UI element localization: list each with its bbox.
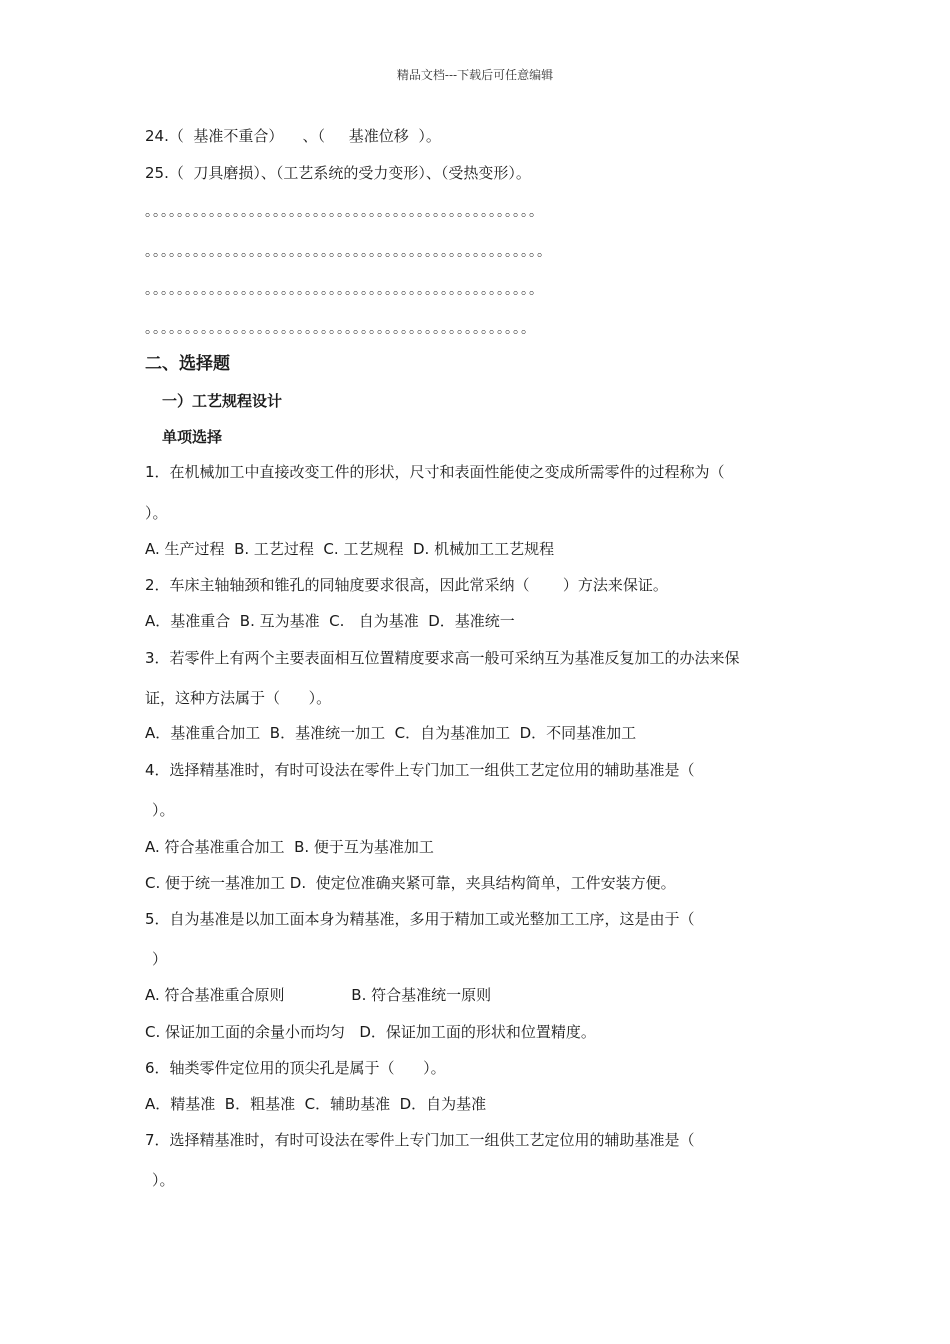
- dot-row: 。。。。。。。。。。。。。。。。。。。。。。。。。。。。。。。。。。。。。。。。。。。。。。。。: [145, 321, 536, 337]
- section-title: 二、选择题: [145, 354, 230, 374]
- question-1-cont: ）。: [145, 504, 168, 522]
- question-5-option-row-1: A. 符合基准重合原则 B. 符合基准统一原则: [145, 986, 492, 1004]
- page-header: 精品文档---下载后可任意编辑: [396, 68, 554, 82]
- question-4-option-row-1: A. 符合基准重合加工 B. 便于互为基准加工: [145, 838, 434, 856]
- question-5-cont: ）: [152, 950, 168, 968]
- question-1: 1．在机械加工中直接改变工件的形状，尺寸和表面性能使之变成所需零件的过程称为（: [145, 463, 725, 481]
- question-4-option-row-2: C. 便于统一基准加工 D. 使定位准确夹紧可靠，夹具结构简单，工件安装方便。: [145, 874, 676, 892]
- dot-row: 。。。。。。。。。。。。。。。。。。。。。。。。。。。。。。。。。。。。。。。。。。。。。。。。。。: [145, 244, 552, 260]
- question-6: 6．轴类零件定位用的顶尖孔是属于（ ）。: [145, 1059, 446, 1077]
- question-3-cont: 证，这种方法属于（ ）。: [145, 689, 332, 707]
- question-7: 7．选择精基准时，有时可设法在零件上专门加工一组供工艺定位用的辅助基准是（: [145, 1131, 695, 1149]
- question-3-options: A．基准重合加工 B．基准统一加工 C．自为基准加工 D．不同基准加工: [145, 724, 637, 742]
- answer-24: 24.（ 基准不重合） 、（ 基准位移 ）。: [145, 127, 441, 145]
- section-subtitle: 一）工艺规程设计: [162, 392, 283, 410]
- section-subsubtitle: 单项选择: [162, 428, 223, 446]
- question-3: 3．若零件上有两个主要表面相互位置精度要求高一般可采纳互为基准反复加工的办法来保: [145, 649, 740, 667]
- question-7-cont: ）。: [152, 1171, 175, 1189]
- question-4-cont: ）。: [152, 801, 175, 819]
- question-6-options: A．精基准 B．粗基准 C．辅助基准 D．自为基准: [145, 1095, 487, 1113]
- question-2-options: A．基准重合 B. 互为基准 C. 自为基准 D．基准统一: [145, 612, 515, 630]
- question-4: 4．选择精基准时，有时可设法在零件上专门加工一组供工艺定位用的辅助基准是（: [145, 761, 695, 779]
- question-5: 5．自为基准是以加工面本身为精基准，多用于精加工或光整加工工序，这是由于（: [145, 910, 695, 928]
- answer-25: 25.（ 刀具磨损）、（工艺系统的受力变形）、（受热变形）。: [145, 164, 531, 182]
- dot-row: 。。。。。。。。。。。。。。。。。。。。。。。。。。。。。。。。。。。。。。。。。。。。。。。。。: [145, 204, 544, 220]
- question-1-options: A. 生产过程 B. 工艺过程 C. 工艺规程 D. 机械加工工艺规程: [145, 540, 555, 558]
- question-2: 2．车床主轴轴颈和锥孔的同轴度要求很高，因此常采纳（ ）方法来保证。: [145, 576, 668, 594]
- dot-row: 。。。。。。。。。。。。。。。。。。。。。。。。。。。。。。。。。。。。。。。。。。。。。。。。。: [145, 282, 544, 298]
- question-5-option-row-2: C. 保证加工面的余量小而均匀 D．保证加工面的形状和位置精度。: [145, 1023, 596, 1041]
